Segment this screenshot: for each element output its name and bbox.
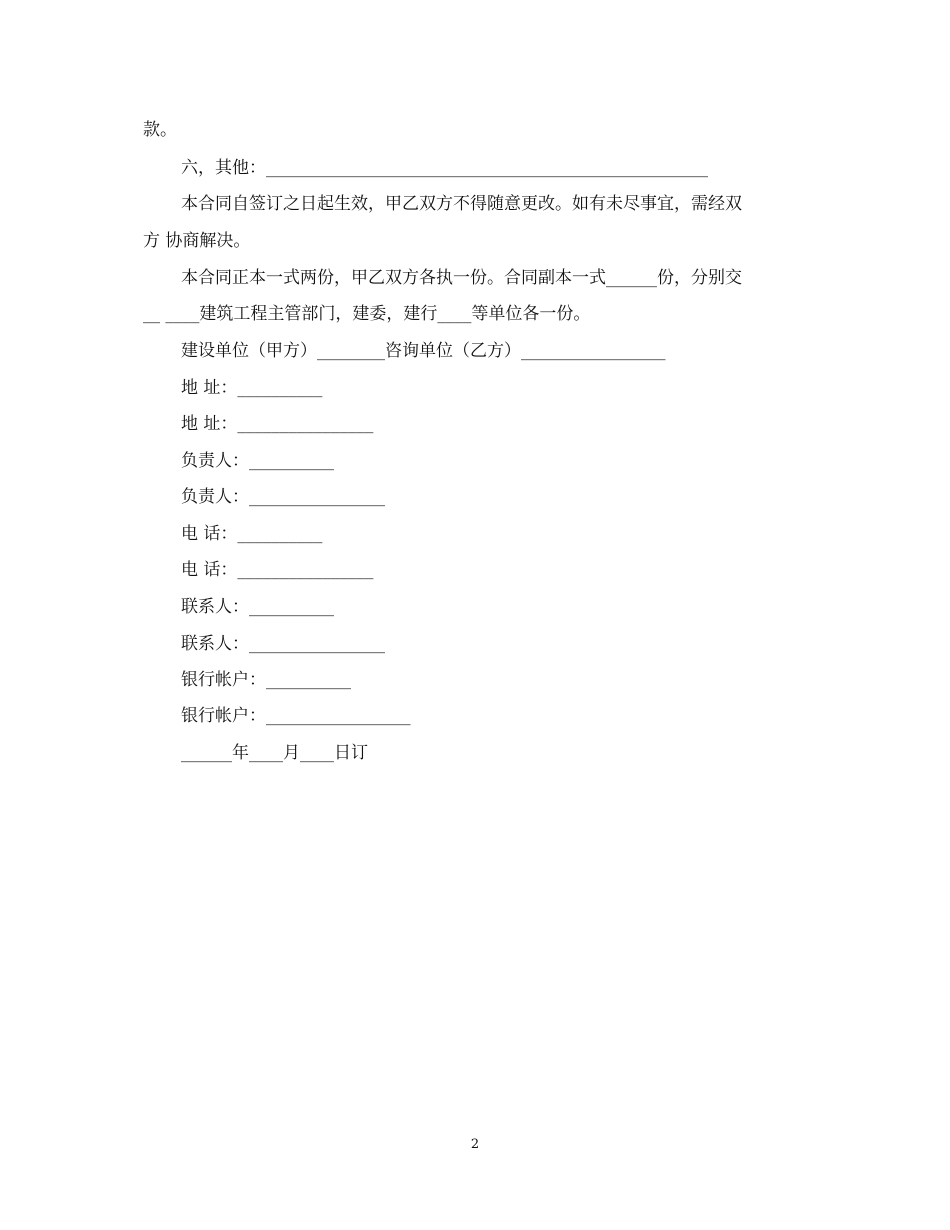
phone-field-b: 电 话：________________ bbox=[181, 560, 374, 580]
responsible-person-field-a: 负责人：__________ bbox=[181, 451, 334, 471]
page-number: 2 bbox=[470, 1137, 480, 1152]
bank-account-field-a: 银行帐户：__________ bbox=[181, 670, 351, 690]
effective-clause-line-2: 方 协商解决。 bbox=[143, 231, 251, 251]
bank-account-field-b: 银行帐户：_________________ bbox=[181, 706, 411, 726]
parties-line: 建设单位（甲方）________咨询单位（乙方）_________________ bbox=[181, 341, 666, 361]
effective-clause-line-1: 本合同自签订之日起生效，甲乙双方不得随意更改。如有未尽事宜，需经双 bbox=[181, 194, 742, 214]
paragraph-continuation: 款。 bbox=[143, 120, 177, 140]
contact-person-field-b: 联系人：________________ bbox=[181, 634, 385, 654]
copies-clause-line-2: __ ____建筑工程主管部门，建委，建行____等单位各一份。 bbox=[143, 304, 591, 324]
clause-other: 六，其他：____________________________________________________ bbox=[181, 158, 708, 178]
responsible-person-field-b: 负责人：________________ bbox=[181, 487, 385, 507]
address-field-a: 地 址：__________ bbox=[181, 378, 323, 398]
phone-field-a: 电 话：__________ bbox=[181, 524, 323, 544]
signing-date-line: ______年____月____日订 bbox=[181, 743, 368, 763]
copies-clause-line-1: 本合同正本一式两份，甲乙双方各执一份。合同副本一式______份，分别交 bbox=[181, 268, 742, 288]
contact-person-field-a: 联系人：__________ bbox=[181, 597, 334, 617]
address-field-b: 地 址：________________ bbox=[181, 414, 374, 434]
